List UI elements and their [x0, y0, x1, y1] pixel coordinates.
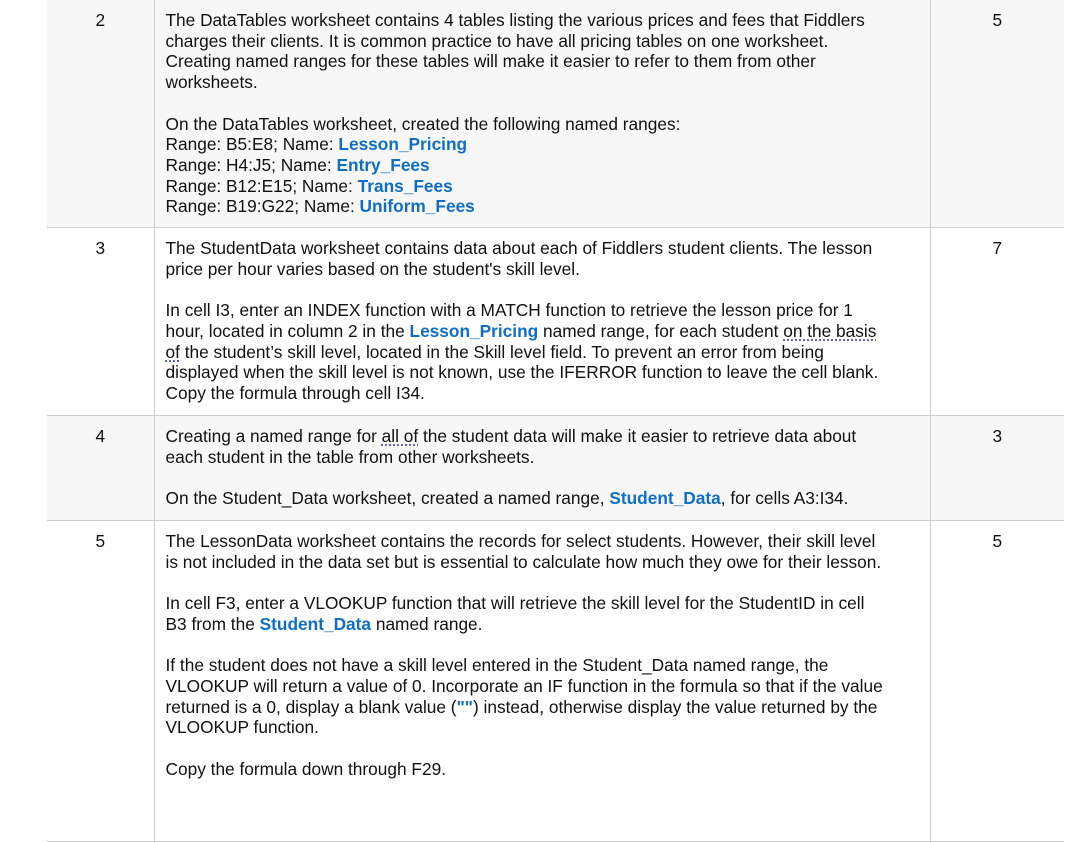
description-line: The StudentData worksheet contains data about each of Fiddlers student clients. The lesson — [165, 238, 873, 259]
step-number: 4 — [47, 416, 154, 521]
text: named range. — [371, 613, 483, 634]
description-line — [166, 488, 918, 509]
step-number: 3 — [47, 228, 154, 416]
grammar-squiggle[interactable]: all of — [381, 426, 419, 447]
range-text: Range: B5:E8; Name: — [165, 134, 339, 155]
description-line: is not included in the data set but is essential to calculate how much they owe for their lesson. — [165, 551, 882, 572]
description-line — [166, 342, 918, 363]
step-description — [154, 0, 930, 228]
text: , for cells A3:I34. — [720, 488, 849, 509]
step-points: 5 — [930, 521, 1064, 842]
text: B3 from the — [165, 613, 260, 634]
range-name-lesson-pricing: Lesson_Pricing — [409, 320, 539, 341]
description-line: In cell F3, enter a VLOOKUP function that will retrieve the skill level for the StudentID in cell — [165, 593, 865, 614]
grammar-squiggle[interactable]: on the basis — [783, 320, 877, 341]
range-text: Range: B19:G22; Name: — [165, 196, 360, 217]
table-row — [47, 0, 1064, 228]
description-line: In cell I3, enter an INDEX function with a MATCH function to retrieve the lesson price for 1 — [165, 300, 853, 321]
table-row — [47, 228, 1064, 416]
table-row — [47, 521, 1064, 842]
description-line: each student in the table from other worksheets. — [165, 446, 535, 467]
text: On the Student_Data worksheet, created a named range, — [165, 488, 610, 509]
description-line — [166, 321, 918, 342]
range-line — [166, 134, 918, 155]
description-line: If the student does not have a skill level entered in the Student_Data named range, the — [165, 655, 829, 676]
empty-string-code: "" — [456, 696, 473, 717]
description-line: Copy the formula down through F29. — [165, 758, 446, 779]
range-name-uniform-fees: Uniform_Fees — [359, 196, 475, 217]
range-name-student-data: Student_Data — [609, 488, 721, 509]
description-line: worksheets. — [165, 72, 258, 93]
range-name-trans-fees: Trans_Fees — [357, 175, 453, 196]
description-line: The DataTables worksheet contains 4 tables listing the various prices and fees that Fiddlers — [165, 10, 865, 30]
range-line — [166, 196, 918, 217]
range-text: Range: B12:E15; Name: — [165, 175, 358, 196]
description-line: price per hour varies based on the student's skill level. — [165, 258, 580, 279]
description-line: VLOOKUP will return a value of 0. Incorporate an IF function in the formula so that if the value — [165, 675, 883, 696]
range-line — [166, 155, 918, 176]
step-description — [154, 416, 930, 521]
description-line: On the DataTables worksheet, created the following named ranges: — [165, 113, 681, 134]
step-number: 5 — [47, 521, 154, 842]
description-line — [166, 426, 918, 447]
text: returned is a 0, display a blank value ( — [165, 696, 457, 717]
range-text: Range: H4:J5; Name: — [165, 154, 337, 175]
range-name-entry-fees: Entry_Fees — [336, 154, 430, 175]
description-line — [166, 614, 918, 635]
grammar-squiggle[interactable]: of — [165, 341, 180, 362]
range-name-student-data: Student_Data — [259, 613, 372, 634]
step-description — [154, 228, 930, 416]
step-description — [154, 521, 930, 842]
steps-table — [47, 0, 1064, 842]
text: the student’s skill level, located in the Skill level field. To prevent an error from being — [179, 341, 824, 362]
description-line: displayed when the skill level is not known, use the IFERROR function to leave the cell blank. — [165, 362, 879, 383]
step-points: 7 — [930, 228, 1064, 416]
range-name-lesson-pricing: Lesson_Pricing — [338, 134, 468, 155]
description-line: VLOOKUP function. — [165, 717, 319, 738]
text: the student data will make it easier to retrieve data about — [418, 426, 857, 447]
table-row — [47, 416, 1064, 521]
description-line: Copy the formula through cell I34. — [165, 382, 425, 403]
description-line: The LessonData worksheet contains the records for select students. However, their skill level — [165, 531, 876, 552]
description-line: Creating named ranges for these tables will make it easier to refer to them from other — [165, 51, 816, 72]
text: Creating a named range for — [165, 426, 382, 447]
text: hour, located in column 2 in the — [165, 320, 410, 341]
description-line — [166, 697, 918, 718]
description-line: charges their clients. It is common practice to have all pricing tables on one worksheet. — [165, 30, 829, 51]
text: ) instead, otherwise display the value returned by the — [472, 696, 878, 717]
range-line — [166, 176, 918, 197]
step-number: 2 — [47, 0, 154, 228]
step-points: 5 — [930, 0, 1064, 228]
text: named range, for each student — [538, 320, 784, 341]
step-points: 3 — [930, 416, 1064, 521]
